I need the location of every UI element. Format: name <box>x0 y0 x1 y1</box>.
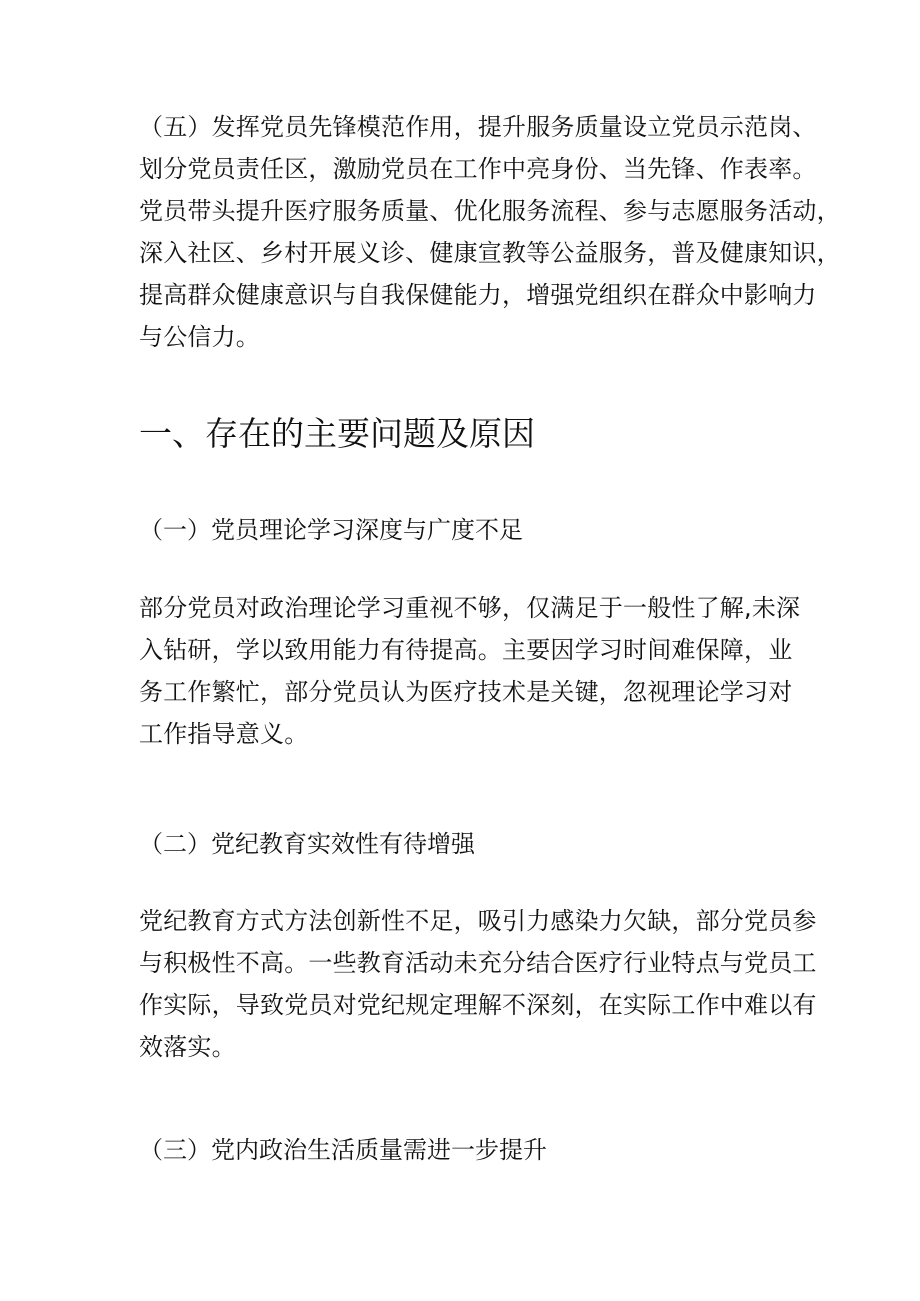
intro-paragraph <box>139 106 841 358</box>
paragraph-line: 深入社区、乡村开展义诊、健康宣教等公益服务，普及健康知识， <box>139 239 841 267</box>
paragraph-line: 与公信力。 <box>139 323 260 351</box>
paragraph-line: 划分党员责任区，激励党员在工作中亮身份、当先锋、作表率。 <box>139 155 817 183</box>
paragraph-line: 作实际，导致党员对党纪规定理解不深刻，在实际工作中难以有 <box>139 991 817 1019</box>
paragraph-line: 与积极性不高。一些教育活动未充分结合医疗行业特点与党员工 <box>139 949 817 977</box>
section-heading: 一、存在的主要问题及原因 <box>139 414 535 453</box>
subsection-title-3: （三）党内政治生活质量需进一步提升 <box>139 1136 547 1164</box>
subsection-title-1: （一）党员理论学习深度与广度不足 <box>139 516 523 544</box>
paragraph-line: 务工作繁忙，部分党员认为医疗技术是关键，忽视理论学习对 <box>139 678 793 706</box>
paragraph-line: 效落实。 <box>139 1033 236 1061</box>
subsection-paragraph-1 <box>139 587 799 755</box>
paragraph-line: 党员带头提升医疗服务质量、优化服务流程、参与志愿服务活动， <box>139 197 841 225</box>
paragraph-line: 提高群众健康意识与自我保健能力，增强党组织在群众中影响力 <box>139 281 817 309</box>
paragraph-line: 部分党员对政治理论学习重视不够，仅满足于一般性了解,未深 <box>139 594 801 622</box>
paragraph-line: 党纪教育方式方法创新性不足，吸引力感染力欠缺，部分党员参 <box>139 907 817 935</box>
paragraph-line: （五）发挥党员先锋模范作用，提升服务质量设立党员示范岗、 <box>139 113 817 141</box>
paragraph-line: 入钻研，学以致用能力有待提高。主要因学习时间难保障，业 <box>139 636 793 664</box>
paragraph-line: 工作指导意义。 <box>139 720 309 748</box>
subsection-title-2: （二）党纪教育实效性有待增强 <box>139 830 475 858</box>
subsection-paragraph-2 <box>139 900 817 1068</box>
